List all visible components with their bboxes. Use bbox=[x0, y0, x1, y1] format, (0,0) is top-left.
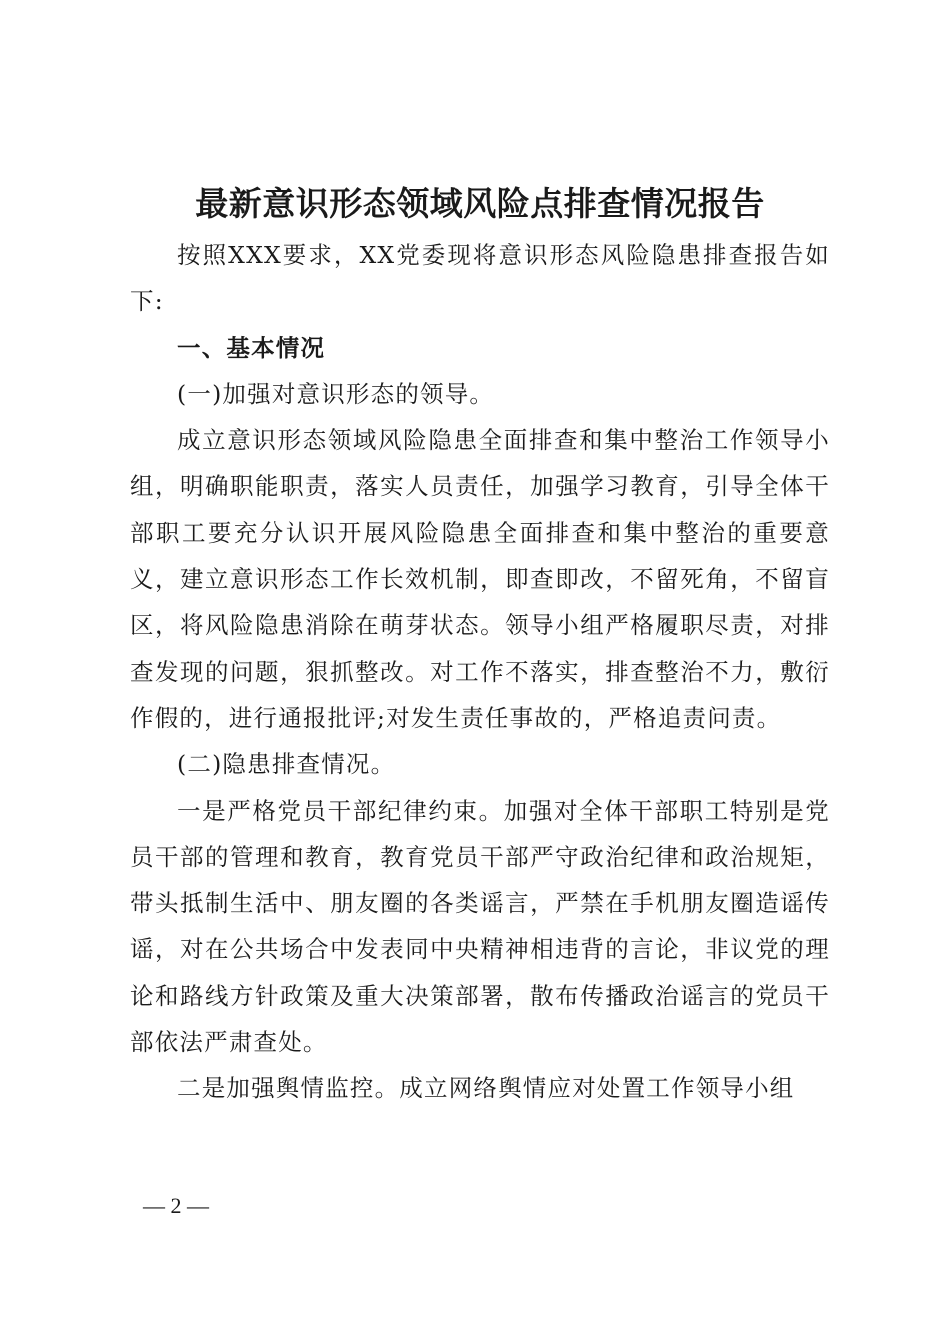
section-heading-basic-situation: 一、基本情况 bbox=[177, 333, 326, 362]
document-body bbox=[130, 232, 830, 1112]
subsection-heading-leadership: (一)加强对意识形态的领导。 bbox=[177, 379, 495, 408]
page-number: — 2 — bbox=[143, 1193, 209, 1218]
subsection-heading-hazard-check: (二)隐患排查情况。 bbox=[177, 750, 396, 779]
leadership-paragraph: 成立意识形态领域风险隐患全面排查和集中整治工作领导小组，明确职能职责，落实人员责任，加强学习教育，引导全体干部职工要充分认识开展风险隐患全面排查和集中整治的重要意义，建立意识形态工作长效机制，即查即改，不留死角，不留盲区，将风险隐患消除在萌芽状态。领导小组严格履职尽责，对排查发现的问题，狠抓整改。对工作不落实，排查整治不力，敷衍作假的，进行通报批评;对发生责任事故的，严格追责问责。 bbox=[130, 426, 830, 732]
discipline-paragraph: 一是严格党员干部纪律约束。加强对全体干部职工特别是党员干部的管理和教育，教育党员干部严守政治纪律和政治规矩，带头抵制生活中、朋友圈的各类谣言，严禁在手机朋友圈造谣传谣，对在公共场合中发表同中央精神相违背的言论，非议党的理论和路线方针政策及重大决策部署，散布传播政治谣言的党员干部依法严肃查处。 bbox=[130, 796, 830, 1057]
intro-paragraph: 按照XXX要求，XX党委现将意识形态风险隐患排查报告如下: bbox=[130, 241, 830, 316]
document-title: 最新意识形态领域风险点排查情况报告 bbox=[195, 184, 765, 223]
opinion-monitoring-paragraph: 二是加强舆情监控。成立网络舆情应对处置工作领导小组 bbox=[177, 1074, 795, 1103]
